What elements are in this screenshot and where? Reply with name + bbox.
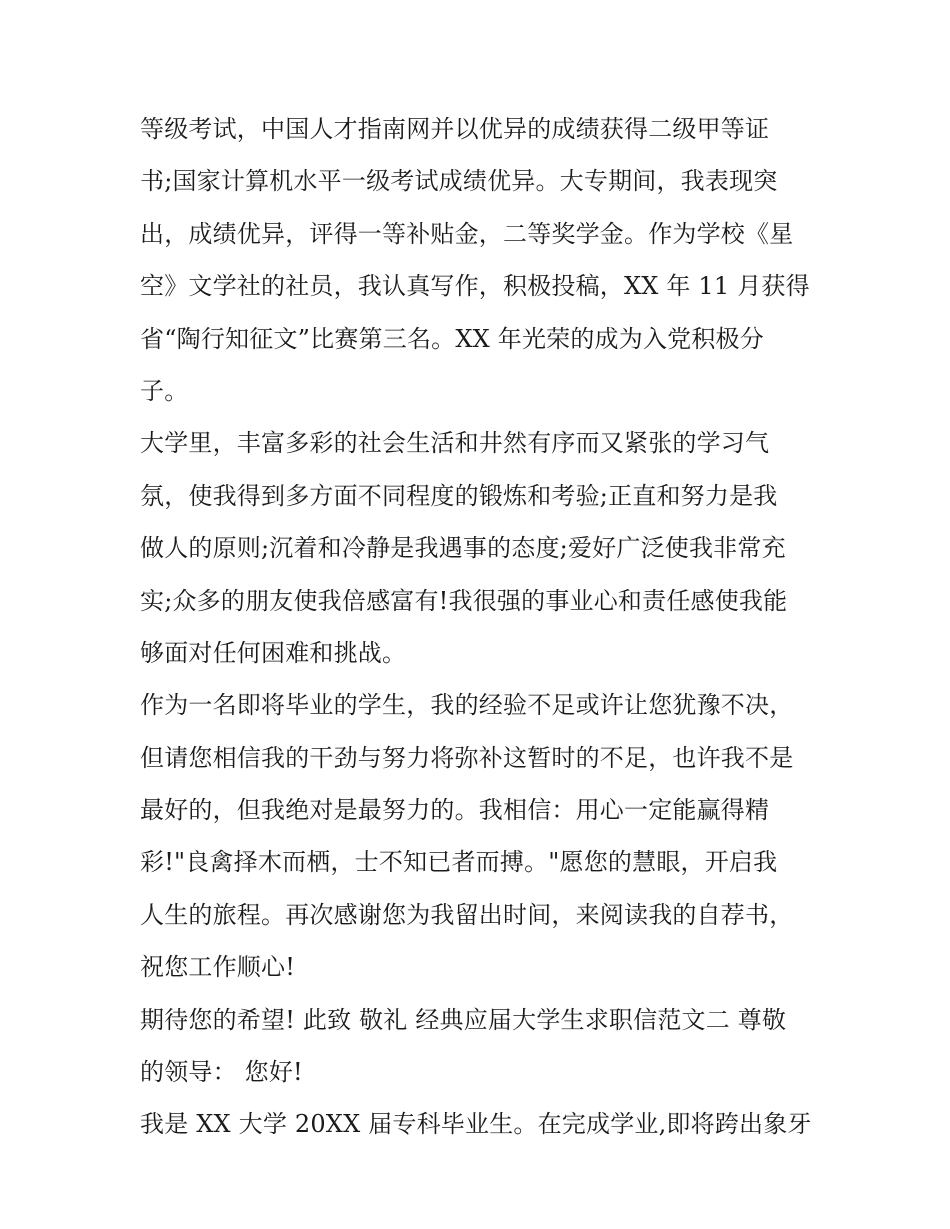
text-line: 但请您相信我的干劲与努力将弥补这暂时的不足，也许我不是 — [140, 743, 794, 772]
text-line: 够面对任何困难和挑战。 — [140, 638, 407, 667]
text-line: 祝您工作顺心! — [140, 953, 296, 982]
text-line: 大学里，丰富多彩的社会生活和井然有序而又紧张的学习气 — [140, 429, 770, 458]
text-line: 最好的，但我绝对是最努力的。我相信：用心一定能赢得精 — [140, 796, 770, 825]
text-line: 空》文学社的社员，我认真写作，积极投稿，XX 年 11 月获得 — [140, 272, 810, 301]
text-line: 的领导： 您好! — [140, 1058, 303, 1087]
text-line: 实;众多的朋友使我倍感富有!我很强的事业心和责任感使我能 — [140, 586, 788, 615]
text-line: 做人的原则;沉着和冷静是我遇事的态度;爱好广泛使我非常充 — [140, 534, 786, 563]
document-body — [140, 103, 820, 1151]
text-line: 我是 XX 大学 20XX 届专科毕业生。在完成学业,即将跨出象牙 — [140, 1110, 812, 1139]
text-line: 人生的旅程。再次感谢您为我留出时间，来阅读我的自荐书， — [140, 900, 794, 929]
text-line: 子。 — [140, 376, 189, 405]
text-line: 作为一名即将毕业的学生，我的经验不足或许让您犹豫不决， — [140, 691, 794, 720]
text-line: 氛，使我得到多方面不同程度的锻炼和考验;正直和努力是我 — [140, 481, 778, 510]
text-line: 等级考试，中国人才指南网并以优异的成绩获得二级甲等证 — [140, 115, 770, 143]
text-line: 期待您的希望! 此致 敬礼 经典应届大学生求职信范文二 尊敬 — [140, 1005, 787, 1034]
text-line: 省“陶行知征文”比赛第三名。XX 年光荣的成为入党积极分 — [140, 324, 764, 353]
text-line: 彩!"良禽择木而栖，士不知已者而搏。"愿您的慧眼，开启我 — [140, 848, 778, 877]
text-line: 出，成绩优异，评得一等补贴金，二等奖学金。作为学校《星 — [140, 219, 794, 248]
text-line: 书;国家计算机水平一级考试成绩优异。大专期间，我表现突 — [140, 167, 778, 196]
